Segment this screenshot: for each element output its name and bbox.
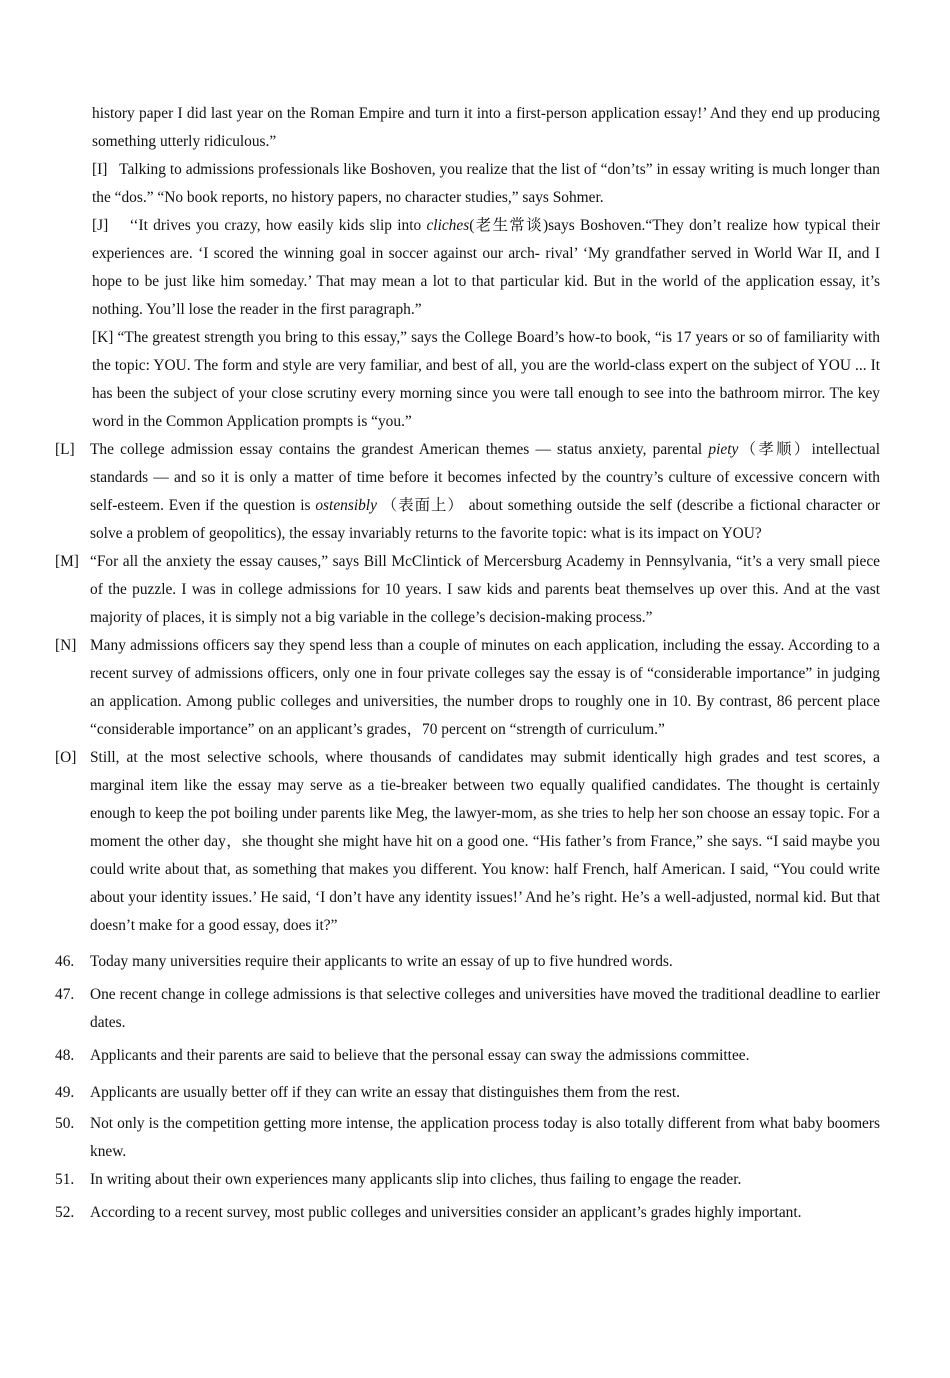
question-text: Today many universities require their applicants to write an essay of up to five hundred words. [90,953,673,970]
paragraph-i [92,156,880,212]
vocab-term: ostensibly [315,497,377,514]
document-page [0,100,950,1227]
paragraph-text: Still, at the most selective schools, where thousands of candidates may submit identically high grades and test scores, a marginal item like the essay may serve as a tie-breaker between two equally qualified candidates. The thought is certainly enough to keep the pot boiling under parents like Meg, the lawyer-mom, as she tries to help her son choose an essay topic. For a moment the other day，she thought she might have hit on a good one. “His father’s from France,” she says. “I said maybe you could write about that, as something that makes you different. You know: half French, half American. I said, “You could write about your identity issues.’ He said, ‘I don’t have any identity issues!’ And he’s right. He’s a well-adjusted, normal kid. But that doesn’t make for a good essay, does it?” [90,749,880,934]
question-item [55,1042,880,1070]
paragraph-tag: [O] [55,749,77,766]
question-text: In writing about their own experiences many applicants slip into cliches, thus failing to engage the reader. [90,1171,742,1188]
paragraph-tag: [M] [55,553,79,570]
question-item [55,1199,880,1227]
question-text: Not only is the competition getting more intense, the application process today is also totally different from what baby boomers knew. [90,1115,880,1160]
question-number: 48. [55,1047,75,1064]
question-item [55,1166,880,1194]
paragraph-k [92,324,880,436]
question-number: 51. [55,1171,75,1188]
question-item [55,981,880,1037]
question-text: One recent change in college admissions is that selective colleges and universities have moved the traditional deadline to earlier dates. [90,986,880,1031]
paragraph-tag: [J] [92,217,109,234]
question-text: Applicants and their parents are said to believe that the personal essay can sway the admissions committee. [90,1047,750,1064]
paragraph-o [55,744,880,940]
paragraph-h-continuation [92,100,880,156]
chinese-gloss: (老生常谈) [469,217,549,234]
vocab-term: cliches [426,217,470,234]
paragraph-text: Talking to admissions professionals like Boshoven, you realize that the list of “don’ts” in essay writing is much longer than the “dos.” “No book reports, no history papers, no character studies,” says Sohmer. [92,161,880,206]
question-text: According to a recent survey, most public colleges and universities consider an applicant’s grades highly important. [90,1204,802,1221]
paragraph-text: says Boshoven.“They don’t realize how typical their experiences are. ‘I scored the winning goal in soccer against our arch- rival’ ‘My grandfather served in World War II, and I hope to be just like him someday.’ That may mean a lot to that particular kid. But in the world of the application essay, it’s nothing. You’ll lose the reader in the first paragraph.” [92,217,880,318]
paragraph-text: history paper I did last year on the Roman Empire and turn it into a first-person application essay!’ And they end up producing something utterly ridiculous.” [92,105,880,150]
paragraph-m [55,548,880,632]
paragraph-n [55,632,880,744]
paragraph-text: about something outside the self (describe a fictional character or solve a problem of geopolitics), the essay invariably returns to the favorite topic: what is its impact on YOU? [90,497,880,542]
question-item [55,948,880,976]
question-item [55,1110,880,1166]
paragraph-text: The college admission essay contains the grandest American themes — status anxiety, parental [90,441,703,458]
question-item [55,1079,880,1107]
question-number: 50. [55,1115,75,1132]
paragraph-tag: [N] [55,637,77,654]
paragraph-text: intellectual standards — and so it is only a matter of time before it becomes infected by the country’s culture of excessive concern with self-esteem. Even if the question is [90,441,880,514]
question-number: 49. [55,1084,75,1101]
chinese-gloss: （孝顺） [738,441,812,458]
paragraph-text: “For all the anxiety the essay causes,” says Bill McClintick of Mercersburg Academy in Pennsylvania, “it’s a very small piece of the puzzle. I was in college admissions for 10 years. I saw kids and parents beat themselves up over this. And at the vast majority of places, it is simply not a big variable in the college’s decision-making process.” [90,553,880,626]
chinese-gloss: （表面上） [381,497,464,514]
question-number: 47. [55,986,75,1003]
paragraph-text: “The greatest strength you bring to this essay,” says the College Board’s how-to book, “is 17 years or so of familiarity with the topic: YOU. The form and style are very familiar, and best of all, you are the world-class expert on the subject of YOU ... It has been the subject of your close scrutiny every morning since you were tall enough to see into the bathroom mirror. The key word in the Common Application prompts is “you.” [92,329,881,430]
paragraph-tag: [I] [92,161,108,178]
vocab-term: piety [708,441,739,458]
paragraph-text: Many admissions officers say they spend less than a couple of minutes on each application, including the essay. According to a recent survey of admissions officers, only one in four private colleges say the essay is of “considerable importance” in judging an application. Among public colleges and universities, the number drops to roughly one in 10. By contrast, 86 percent place “considerable importance” on an applicant’s grades，70 percent on “strength of curriculum.” [90,637,880,738]
paragraph-l [55,436,880,548]
paragraph-tag: [L] [55,441,75,458]
question-number: 46. [55,953,75,970]
question-number: 52. [55,1204,75,1221]
paragraph-text: ‘‘It drives you crazy, how easily kids slip into [129,217,422,234]
paragraph-tag: [K] [92,329,114,346]
question-text: Applicants are usually better off if they can write an essay that distinguishes them from the rest. [90,1084,680,1101]
paragraph-j [92,212,880,324]
